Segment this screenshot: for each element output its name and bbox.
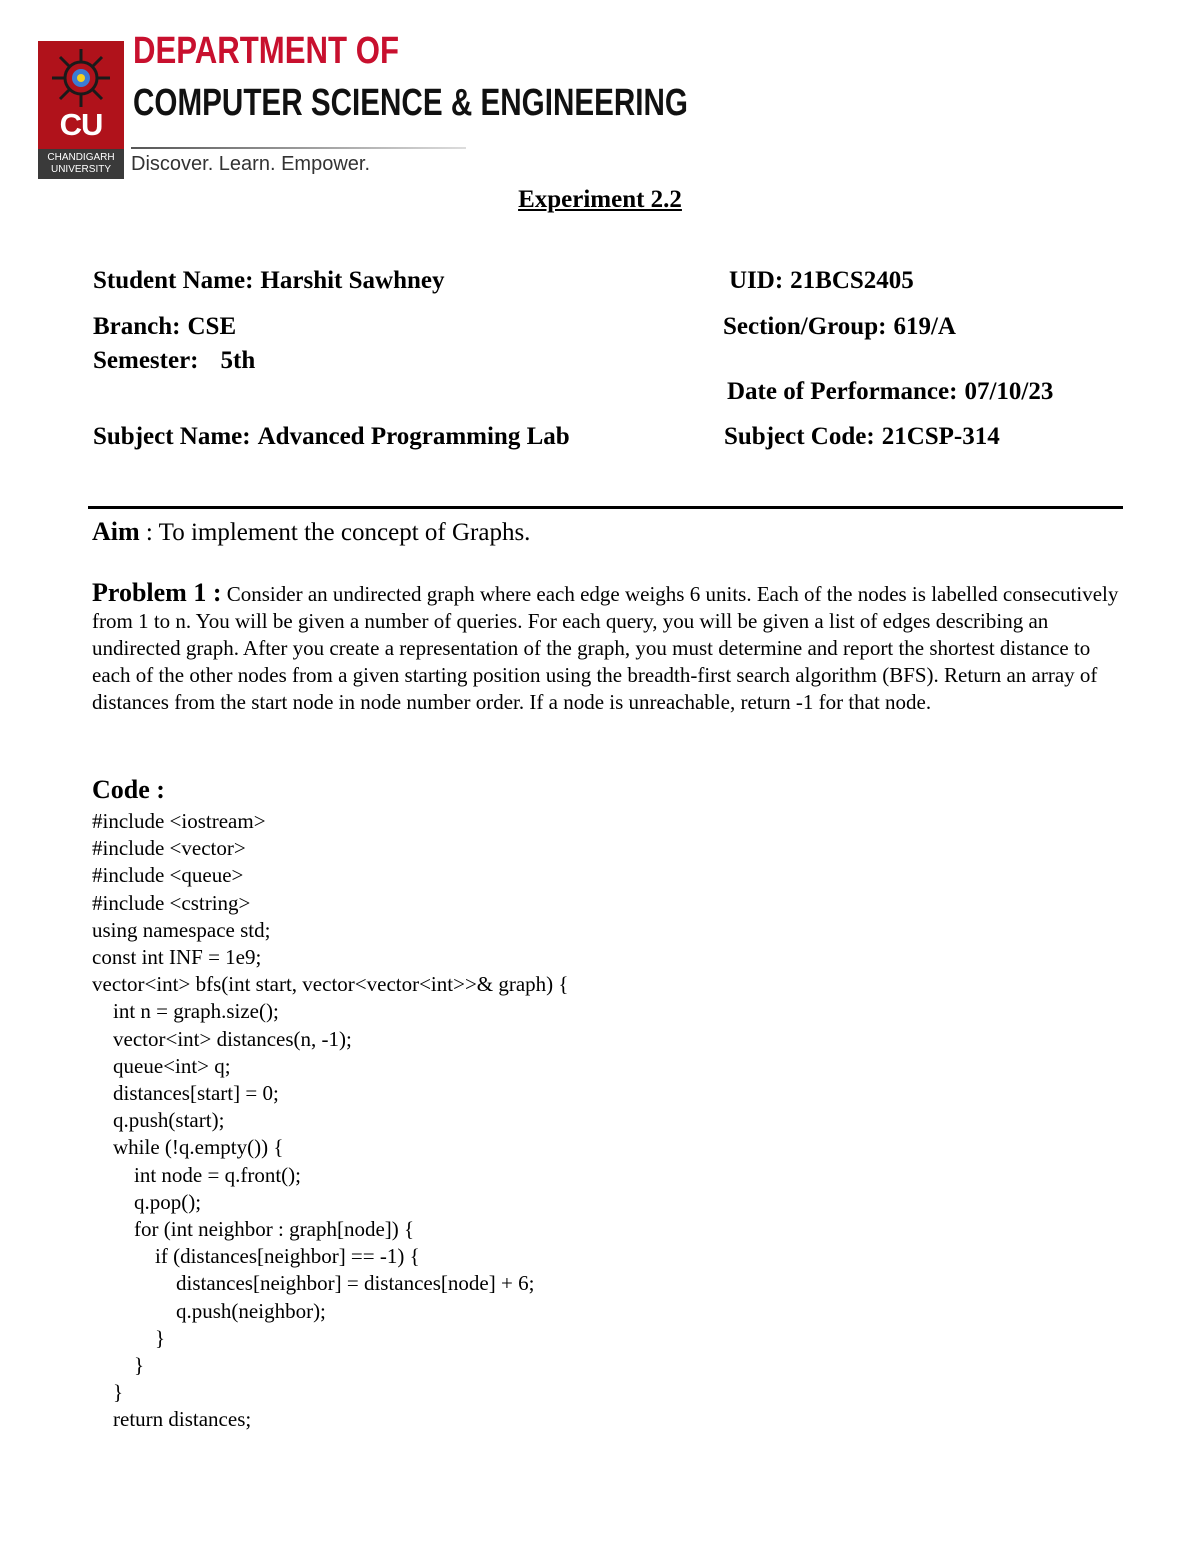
emblem-icon	[38, 41, 124, 111]
code-heading: Code :	[92, 775, 165, 804]
semester-field: Semester: 5th	[93, 347, 256, 374]
section-field: Section/Group: 619/A	[723, 313, 956, 340]
code-listing: #include <iostream> #include <vector> #include <queue> #include <cstring> using namespace std; const int INF = 1e9; vector<int> bfs(int start, vector<vector<int>>& graph) { int n = graph.size(); vector<int> distances(n, -1); queue<int> q; distances[start] = 0; q.push(start); while (!q.empty()) { int node = q.front(); q.pop(); for (int neighbor : graph[node]) { if (distances[neighbor] == -1) { distances[neighbor] = distances[node] + 6; q.push(neighbor); } } } return distances;	[92, 809, 569, 1432]
tagline: Discover. Learn. Empower.	[131, 153, 370, 175]
logo-university-name: CHANDIGARH UNIVERSITY	[38, 149, 124, 179]
uid-field: UID: 21BCS2405	[729, 267, 914, 294]
branch-field: Branch: CSE	[93, 313, 237, 340]
aim-statement	[92, 517, 530, 547]
logo-initials: CU	[59, 107, 103, 142]
header-rule	[131, 147, 466, 149]
university-logo	[38, 41, 124, 179]
department-name: COMPUTER SCIENCE & ENGINEERING	[133, 82, 688, 124]
problem-text: Consider an undirected graph where each edge weighs 6 units. Each of the nodes is labelled consecutively from 1 to n. You will be given a number of queries. For each query, you will be given a list of edges describing an undirected graph. After you create a representation of the graph, you must determine and report the shortest distance to each of the other nodes from a given starting position using the breadth-first search algorithm (BFS). Return an array of distances from the start node in node number order. If a node is unreachable, return -1 for that node.	[92, 582, 1119, 714]
aim-label: Aim	[92, 517, 140, 546]
experiment-title: Experiment 2.2	[518, 186, 682, 213]
subject-code-field: Subject Code: 21CSP-314	[724, 423, 1000, 450]
problem-label: Problem 1 :	[92, 578, 222, 607]
subject-name-field: Subject Name: Advanced Programming Lab	[93, 423, 570, 450]
section-divider	[88, 506, 1123, 509]
problem-statement	[92, 579, 1122, 716]
student-name-field: Student Name: Harshit Sawhney	[93, 267, 445, 294]
date-field: Date of Performance: 07/10/23	[727, 378, 1054, 405]
department-heading: DEPARTMENT OF	[133, 30, 400, 72]
aim-text: : To implement the concept of Graphs.	[139, 519, 531, 546]
